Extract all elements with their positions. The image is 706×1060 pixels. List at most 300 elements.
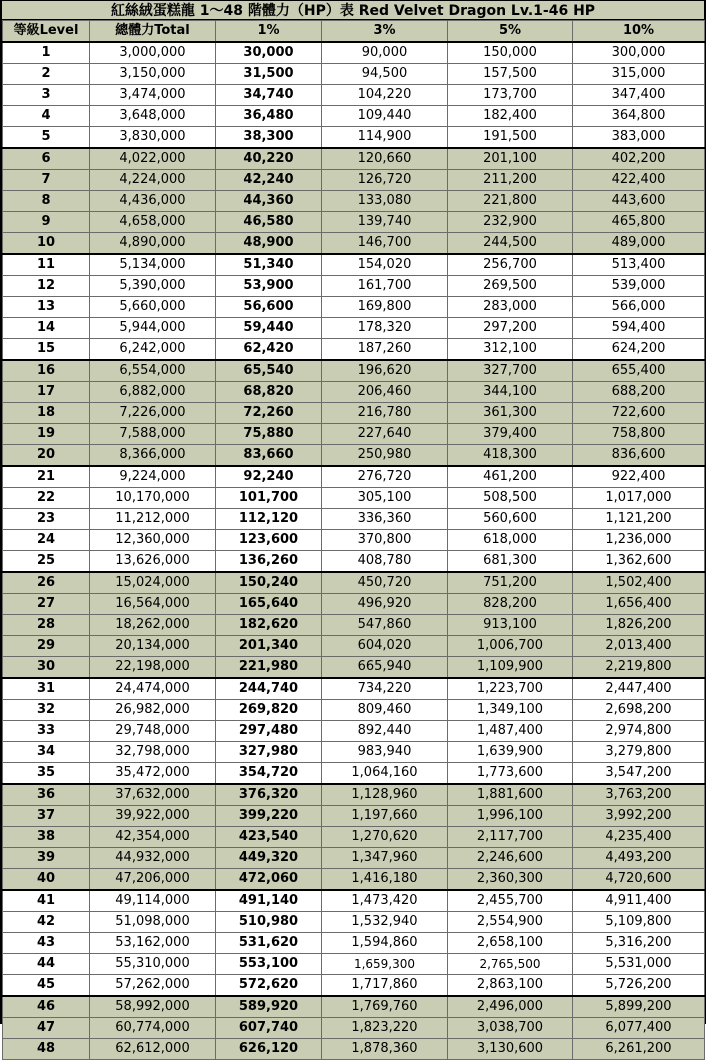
- three-pct-cell: 169,800: [322, 297, 448, 318]
- ten-pct-cell: 347,400: [573, 85, 705, 106]
- level-cell: 18: [3, 403, 90, 424]
- three-pct-cell: 1,823,220: [322, 1018, 448, 1039]
- five-pct-cell: 2,246,600: [448, 848, 573, 869]
- five-pct-cell: 344,100: [448, 382, 573, 403]
- three-pct-cell: 1,197,660: [322, 806, 448, 827]
- table-row: [3, 297, 705, 318]
- five-pct-cell: 751,200: [448, 572, 573, 594]
- five-pct-cell: 244,500: [448, 233, 573, 255]
- five-pct-cell: 913,100: [448, 615, 573, 636]
- table-row: [3, 551, 705, 573]
- level-cell: 9: [3, 212, 90, 233]
- one-pct-cell: 297,480: [216, 721, 322, 742]
- level-cell: 8: [3, 191, 90, 212]
- one-pct-cell: 165,640: [216, 594, 322, 615]
- three-pct-cell: 1,717,860: [322, 975, 448, 997]
- table-row: [3, 572, 705, 594]
- table-row: [3, 445, 705, 467]
- three-pct-cell: 133,080: [322, 191, 448, 212]
- one-pct-cell: 51,340: [216, 254, 322, 276]
- one-pct-cell: 62,420: [216, 339, 322, 361]
- level-cell: 43: [3, 933, 90, 954]
- ten-pct-cell: 2,013,400: [573, 636, 705, 657]
- five-pct-cell: 256,700: [448, 254, 573, 276]
- level-cell: 34: [3, 742, 90, 763]
- table-row: [3, 64, 705, 85]
- one-pct-cell: 112,120: [216, 509, 322, 530]
- total-cell: 57,262,000: [90, 975, 216, 997]
- header-10pct: 10%: [573, 21, 705, 43]
- three-pct-cell: 1,878,360: [322, 1039, 448, 1060]
- one-pct-cell: 531,620: [216, 933, 322, 954]
- header-total: 總體力Total: [90, 21, 216, 43]
- total-cell: 32,798,000: [90, 742, 216, 763]
- five-pct-cell: 2,360,300: [448, 869, 573, 891]
- five-pct-cell: 1,773,600: [448, 763, 573, 785]
- one-pct-cell: 40,220: [216, 148, 322, 170]
- total-cell: 16,564,000: [90, 594, 216, 615]
- total-cell: 5,390,000: [90, 276, 216, 297]
- three-pct-cell: 547,860: [322, 615, 448, 636]
- ten-pct-cell: 1,121,200: [573, 509, 705, 530]
- ten-pct-cell: 6,261,200: [573, 1039, 705, 1060]
- three-pct-cell: 809,460: [322, 700, 448, 721]
- total-cell: 9,224,000: [90, 466, 216, 488]
- table-row: [3, 42, 705, 64]
- one-pct-cell: 48,900: [216, 233, 322, 255]
- five-pct-cell: 221,800: [448, 191, 573, 212]
- ten-pct-cell: 3,992,200: [573, 806, 705, 827]
- ten-pct-cell: 758,800: [573, 424, 705, 445]
- ten-pct-cell: 315,000: [573, 64, 705, 85]
- one-pct-cell: 491,140: [216, 890, 322, 912]
- total-cell: 7,226,000: [90, 403, 216, 424]
- total-cell: 15,024,000: [90, 572, 216, 594]
- level-cell: 3: [3, 85, 90, 106]
- ten-pct-cell: 655,400: [573, 360, 705, 382]
- level-cell: 17: [3, 382, 90, 403]
- level-cell: 25: [3, 551, 90, 573]
- table-row: [3, 933, 705, 954]
- three-pct-cell: 114,900: [322, 127, 448, 149]
- five-pct-cell: 1,639,900: [448, 742, 573, 763]
- one-pct-cell: 182,620: [216, 615, 322, 636]
- total-cell: 24,474,000: [90, 678, 216, 700]
- five-pct-cell: 201,100: [448, 148, 573, 170]
- level-cell: 1: [3, 42, 90, 64]
- one-pct-cell: 589,920: [216, 996, 322, 1018]
- level-cell: 4: [3, 106, 90, 127]
- level-cell: 32: [3, 700, 90, 721]
- three-pct-cell: 496,920: [322, 594, 448, 615]
- three-pct-cell: 187,260: [322, 339, 448, 361]
- total-cell: 37,632,000: [90, 784, 216, 806]
- table-row: [3, 106, 705, 127]
- table-row: [3, 636, 705, 657]
- one-pct-cell: 269,820: [216, 700, 322, 721]
- three-pct-cell: 90,000: [322, 42, 448, 64]
- level-cell: 45: [3, 975, 90, 997]
- table-row: [3, 784, 705, 806]
- three-pct-cell: 250,980: [322, 445, 448, 467]
- ten-pct-cell: 1,502,400: [573, 572, 705, 594]
- total-cell: 12,360,000: [90, 530, 216, 551]
- five-pct-cell: 2,554,900: [448, 912, 573, 933]
- five-pct-cell: 1,487,400: [448, 721, 573, 742]
- one-pct-cell: 201,340: [216, 636, 322, 657]
- three-pct-cell: 1,064,160: [322, 763, 448, 785]
- total-cell: 18,262,000: [90, 615, 216, 636]
- ten-pct-cell: 566,000: [573, 297, 705, 318]
- five-pct-cell: 173,700: [448, 85, 573, 106]
- ten-pct-cell: 513,400: [573, 254, 705, 276]
- level-cell: 20: [3, 445, 90, 467]
- table-row: [3, 85, 705, 106]
- table-row: [3, 488, 705, 509]
- three-pct-cell: 1,473,420: [322, 890, 448, 912]
- three-pct-cell: 146,700: [322, 233, 448, 255]
- five-pct-cell: 1,349,100: [448, 700, 573, 721]
- ten-pct-cell: 489,000: [573, 233, 705, 255]
- three-pct-cell: 1,659,300: [322, 954, 448, 975]
- ten-pct-cell: 422,400: [573, 170, 705, 191]
- total-cell: 13,626,000: [90, 551, 216, 573]
- total-cell: 55,310,000: [90, 954, 216, 975]
- level-cell: 16: [3, 360, 90, 382]
- three-pct-cell: 370,800: [322, 530, 448, 551]
- level-cell: 15: [3, 339, 90, 361]
- total-cell: 5,944,000: [90, 318, 216, 339]
- header-5pct: 5%: [448, 21, 573, 43]
- ten-pct-cell: 539,000: [573, 276, 705, 297]
- ten-pct-cell: 1,656,400: [573, 594, 705, 615]
- total-cell: 4,224,000: [90, 170, 216, 191]
- total-cell: 3,830,000: [90, 127, 216, 149]
- one-pct-cell: 56,600: [216, 297, 322, 318]
- table-row: [3, 996, 705, 1018]
- table-row: [3, 806, 705, 827]
- level-cell: 47: [3, 1018, 90, 1039]
- five-pct-cell: 2,863,100: [448, 975, 573, 997]
- five-pct-cell: 560,600: [448, 509, 573, 530]
- three-pct-cell: 450,720: [322, 572, 448, 594]
- five-pct-cell: 1,223,700: [448, 678, 573, 700]
- one-pct-cell: 46,580: [216, 212, 322, 233]
- level-cell: 27: [3, 594, 90, 615]
- one-pct-cell: 42,240: [216, 170, 322, 191]
- total-cell: 58,992,000: [90, 996, 216, 1018]
- level-cell: 21: [3, 466, 90, 488]
- one-pct-cell: 510,980: [216, 912, 322, 933]
- one-pct-cell: 472,060: [216, 869, 322, 891]
- ten-pct-cell: 4,493,200: [573, 848, 705, 869]
- table-row: [3, 594, 705, 615]
- level-cell: 19: [3, 424, 90, 445]
- total-cell: 53,162,000: [90, 933, 216, 954]
- five-pct-cell: 2,117,700: [448, 827, 573, 848]
- one-pct-cell: 150,240: [216, 572, 322, 594]
- five-pct-cell: 828,200: [448, 594, 573, 615]
- one-pct-cell: 36,480: [216, 106, 322, 127]
- ten-pct-cell: 6,077,400: [573, 1018, 705, 1039]
- table-row: [3, 763, 705, 785]
- three-pct-cell: 206,460: [322, 382, 448, 403]
- ten-pct-cell: 5,899,200: [573, 996, 705, 1018]
- five-pct-cell: 211,200: [448, 170, 573, 191]
- ten-pct-cell: 688,200: [573, 382, 705, 403]
- one-pct-cell: 75,880: [216, 424, 322, 445]
- table-row: [3, 721, 705, 742]
- ten-pct-cell: 1,236,000: [573, 530, 705, 551]
- three-pct-cell: 276,720: [322, 466, 448, 488]
- one-pct-cell: 449,320: [216, 848, 322, 869]
- level-cell: 13: [3, 297, 90, 318]
- one-pct-cell: 68,820: [216, 382, 322, 403]
- table-row: [3, 170, 705, 191]
- five-pct-cell: 283,000: [448, 297, 573, 318]
- total-cell: 4,658,000: [90, 212, 216, 233]
- ten-pct-cell: 722,600: [573, 403, 705, 424]
- table-row: [3, 360, 705, 382]
- one-pct-cell: 59,440: [216, 318, 322, 339]
- total-cell: 10,170,000: [90, 488, 216, 509]
- table-row: [3, 975, 705, 997]
- ten-pct-cell: 443,600: [573, 191, 705, 212]
- total-cell: 4,890,000: [90, 233, 216, 255]
- one-pct-cell: 34,740: [216, 85, 322, 106]
- five-pct-cell: 1,881,600: [448, 784, 573, 806]
- header-3pct: 3%: [322, 21, 448, 43]
- total-cell: 4,436,000: [90, 191, 216, 212]
- five-pct-cell: 2,496,000: [448, 996, 573, 1018]
- five-pct-cell: 191,500: [448, 127, 573, 149]
- table-row: [3, 276, 705, 297]
- three-pct-cell: 216,780: [322, 403, 448, 424]
- level-cell: 36: [3, 784, 90, 806]
- total-cell: 51,098,000: [90, 912, 216, 933]
- one-pct-cell: 354,720: [216, 763, 322, 785]
- one-pct-cell: 423,540: [216, 827, 322, 848]
- one-pct-cell: 31,500: [216, 64, 322, 85]
- one-pct-cell: 553,100: [216, 954, 322, 975]
- total-cell: 3,150,000: [90, 64, 216, 85]
- table-row: [3, 954, 705, 975]
- total-cell: 11,212,000: [90, 509, 216, 530]
- five-pct-cell: 3,130,600: [448, 1039, 573, 1060]
- one-pct-cell: 72,260: [216, 403, 322, 424]
- table-row: [3, 318, 705, 339]
- three-pct-cell: 1,594,860: [322, 933, 448, 954]
- one-pct-cell: 53,900: [216, 276, 322, 297]
- header-1pct: 1%: [216, 21, 322, 43]
- one-pct-cell: 101,700: [216, 488, 322, 509]
- level-cell: 42: [3, 912, 90, 933]
- three-pct-cell: 1,769,760: [322, 996, 448, 1018]
- total-cell: 6,882,000: [90, 382, 216, 403]
- level-cell: 35: [3, 763, 90, 785]
- three-pct-cell: 734,220: [322, 678, 448, 700]
- level-cell: 5: [3, 127, 90, 149]
- one-pct-cell: 30,000: [216, 42, 322, 64]
- table-row: [3, 382, 705, 403]
- one-pct-cell: 626,120: [216, 1039, 322, 1060]
- table-row: [3, 403, 705, 424]
- total-cell: 35,472,000: [90, 763, 216, 785]
- table-row: [3, 254, 705, 276]
- one-pct-cell: 607,740: [216, 1018, 322, 1039]
- table-row: [3, 827, 705, 848]
- ten-pct-cell: 1,362,600: [573, 551, 705, 573]
- level-cell: 33: [3, 721, 90, 742]
- ten-pct-cell: 5,316,200: [573, 933, 705, 954]
- level-cell: 38: [3, 827, 90, 848]
- total-cell: 5,660,000: [90, 297, 216, 318]
- level-cell: 41: [3, 890, 90, 912]
- ten-pct-cell: 4,720,600: [573, 869, 705, 891]
- table-row: [3, 615, 705, 636]
- total-cell: 20,134,000: [90, 636, 216, 657]
- total-cell: 39,922,000: [90, 806, 216, 827]
- table-body: [3, 42, 705, 1060]
- level-cell: 39: [3, 848, 90, 869]
- ten-pct-cell: 3,547,200: [573, 763, 705, 785]
- table-row: [3, 127, 705, 149]
- three-pct-cell: 109,440: [322, 106, 448, 127]
- five-pct-cell: 157,500: [448, 64, 573, 85]
- five-pct-cell: 361,300: [448, 403, 573, 424]
- five-pct-cell: 297,200: [448, 318, 573, 339]
- total-cell: 3,474,000: [90, 85, 216, 106]
- level-cell: 28: [3, 615, 90, 636]
- five-pct-cell: 182,400: [448, 106, 573, 127]
- level-cell: 2: [3, 64, 90, 85]
- five-pct-cell: 269,500: [448, 276, 573, 297]
- header-level: 等級Level: [3, 21, 90, 43]
- five-pct-cell: 618,000: [448, 530, 573, 551]
- level-cell: 48: [3, 1039, 90, 1060]
- one-pct-cell: 83,660: [216, 445, 322, 467]
- level-cell: 24: [3, 530, 90, 551]
- level-cell: 23: [3, 509, 90, 530]
- ten-pct-cell: 624,200: [573, 339, 705, 361]
- one-pct-cell: 65,540: [216, 360, 322, 382]
- table-row: [3, 869, 705, 891]
- five-pct-cell: 379,400: [448, 424, 573, 445]
- one-pct-cell: 44,360: [216, 191, 322, 212]
- five-pct-cell: 1,006,700: [448, 636, 573, 657]
- total-cell: 44,932,000: [90, 848, 216, 869]
- ten-pct-cell: 1,017,000: [573, 488, 705, 509]
- table-row: [3, 148, 705, 170]
- table-row: [3, 700, 705, 721]
- ten-pct-cell: 2,219,800: [573, 657, 705, 679]
- level-cell: 26: [3, 572, 90, 594]
- three-pct-cell: 983,940: [322, 742, 448, 763]
- table-row: [3, 212, 705, 233]
- total-cell: 3,000,000: [90, 42, 216, 64]
- five-pct-cell: 681,300: [448, 551, 573, 573]
- total-cell: 49,114,000: [90, 890, 216, 912]
- three-pct-cell: 154,020: [322, 254, 448, 276]
- three-pct-cell: 94,500: [322, 64, 448, 85]
- five-pct-cell: 3,038,700: [448, 1018, 573, 1039]
- ten-pct-cell: 922,400: [573, 466, 705, 488]
- level-cell: 6: [3, 148, 90, 170]
- three-pct-cell: 196,620: [322, 360, 448, 382]
- total-cell: 7,588,000: [90, 424, 216, 445]
- level-cell: 7: [3, 170, 90, 191]
- three-pct-cell: 305,100: [322, 488, 448, 509]
- ten-pct-cell: 465,800: [573, 212, 705, 233]
- table-title: 紅絲絨蛋糕龍 1～48 階體力（HP）表 Red Velvet Dragon Lv.1-46 HP: [2, 0, 704, 20]
- three-pct-cell: 665,940: [322, 657, 448, 679]
- three-pct-cell: 1,270,620: [322, 827, 448, 848]
- total-cell: 6,242,000: [90, 339, 216, 361]
- ten-pct-cell: 383,000: [573, 127, 705, 149]
- level-cell: 31: [3, 678, 90, 700]
- one-pct-cell: 92,240: [216, 466, 322, 488]
- table-row: [3, 530, 705, 551]
- total-cell: 22,198,000: [90, 657, 216, 679]
- table-row: [3, 657, 705, 679]
- three-pct-cell: 336,360: [322, 509, 448, 530]
- three-pct-cell: 178,320: [322, 318, 448, 339]
- level-cell: 29: [3, 636, 90, 657]
- total-cell: 26,982,000: [90, 700, 216, 721]
- ten-pct-cell: 836,600: [573, 445, 705, 467]
- table-row: [3, 848, 705, 869]
- ten-pct-cell: 2,698,200: [573, 700, 705, 721]
- total-cell: 42,354,000: [90, 827, 216, 848]
- ten-pct-cell: 3,763,200: [573, 784, 705, 806]
- ten-pct-cell: 5,726,200: [573, 975, 705, 997]
- total-cell: 60,774,000: [90, 1018, 216, 1039]
- three-pct-cell: 1,532,940: [322, 912, 448, 933]
- five-pct-cell: 2,455,700: [448, 890, 573, 912]
- one-pct-cell: 123,600: [216, 530, 322, 551]
- one-pct-cell: 38,300: [216, 127, 322, 149]
- one-pct-cell: 572,620: [216, 975, 322, 997]
- five-pct-cell: 327,700: [448, 360, 573, 382]
- three-pct-cell: 604,020: [322, 636, 448, 657]
- ten-pct-cell: 4,235,400: [573, 827, 705, 848]
- hp-table: [2, 20, 705, 1060]
- table-row: [3, 424, 705, 445]
- table-row: [3, 233, 705, 255]
- five-pct-cell: 508,500: [448, 488, 573, 509]
- table-row: [3, 191, 705, 212]
- table-row: [3, 678, 705, 700]
- five-pct-cell: 1,109,900: [448, 657, 573, 679]
- ten-pct-cell: 5,531,000: [573, 954, 705, 975]
- three-pct-cell: 126,720: [322, 170, 448, 191]
- three-pct-cell: 227,640: [322, 424, 448, 445]
- total-cell: 3,648,000: [90, 106, 216, 127]
- three-pct-cell: 104,220: [322, 85, 448, 106]
- level-cell: 37: [3, 806, 90, 827]
- level-cell: 46: [3, 996, 90, 1018]
- one-pct-cell: 221,980: [216, 657, 322, 679]
- five-pct-cell: 2,765,500: [448, 954, 573, 975]
- five-pct-cell: 461,200: [448, 466, 573, 488]
- ten-pct-cell: 1,826,200: [573, 615, 705, 636]
- three-pct-cell: 161,700: [322, 276, 448, 297]
- ten-pct-cell: 2,447,400: [573, 678, 705, 700]
- ten-pct-cell: 4,911,400: [573, 890, 705, 912]
- five-pct-cell: 232,900: [448, 212, 573, 233]
- level-cell: 12: [3, 276, 90, 297]
- level-cell: 14: [3, 318, 90, 339]
